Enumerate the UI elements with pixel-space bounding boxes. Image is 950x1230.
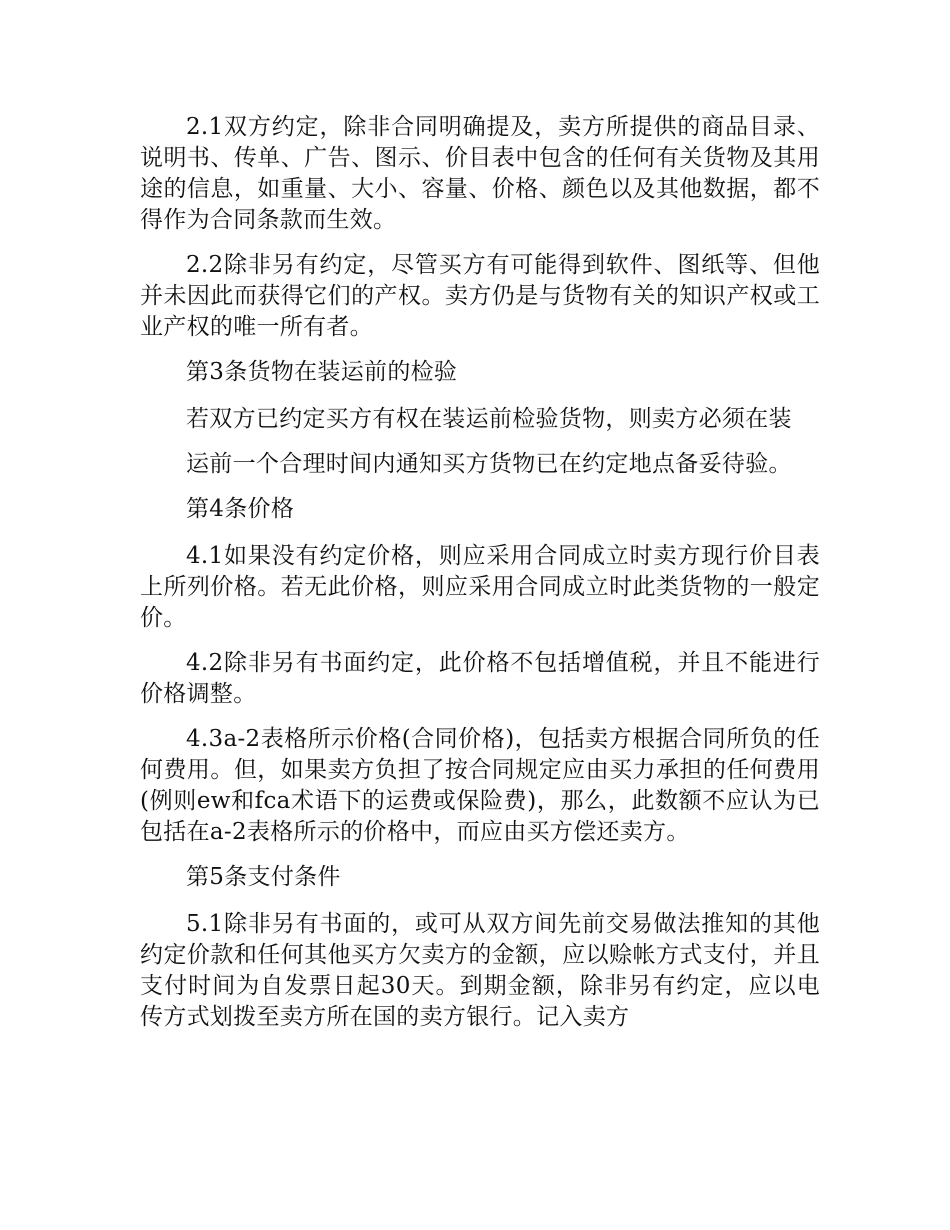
paragraph-4-3: 4.3a-2表格所示价格(合同价格)，包括卖方根据合同所负的任何费用。但，如果卖方负担了按合同规定应由买力承担的任何费用(例则ew和fca术语下的运费或保险费)，那么，此数额不应认为已包括在a-2表格所示的价格中，而应由买方偿还卖方。 xyxy=(140,726,820,845)
section-heading-5: 第5条支付条件 xyxy=(186,864,341,890)
paragraph-2-1: 2.1双方约定，除非合同明确提及，卖方所提供的商品目录、说明书、传单、广告、图示、价目表中包含的任何有关货物及其用途的信息，如重量、大小、容量、价格、颜色以及其他数据，都不得作为合同条款而生效。 xyxy=(140,114,820,233)
paragraph-2-2: 2.2除非另有约定，尽管买方有可能得到软件、图纸等、但他并未因此而获得它们的产权。卖方仍是与货物有关的知识产权或工业产权的唯一所有者。 xyxy=(140,252,820,340)
paragraph-5-1: 5.1除非另有书面的，或可从双方间先前交易做法推知的其他约定价款和任何其他买方欠卖方的金额，应以赊帐方式支付，并且支付时间为自发票日起30天。到期金额，除非另有约定，应以电传方式划拨至卖方所在国的卖方银行。记入卖方 xyxy=(140,911,820,1030)
document-body xyxy=(140,112,820,1047)
paragraph-4-1: 4.1如果没有约定价格，则应采用合同成立时卖方现行价目表上所列价格。若无此价格，则应采用合同成立时此类货物的一般定价。 xyxy=(140,543,820,631)
section-heading-3: 第3条货物在装运前的检验 xyxy=(186,359,458,385)
paragraph-3-part-2: 运前一个合理时间内通知买方货物已在约定地点备妥待验。 xyxy=(186,451,792,477)
paragraph-4-2: 4.2除非另有书面约定，此价格不包括增值税，并且不能进行价格调整。 xyxy=(140,650,820,707)
paragraph-3-part-1: 若双方已约定买方有权在装运前检验货物，则卖方必须在装 xyxy=(186,406,792,432)
section-heading-4: 第4条价格 xyxy=(186,496,295,522)
